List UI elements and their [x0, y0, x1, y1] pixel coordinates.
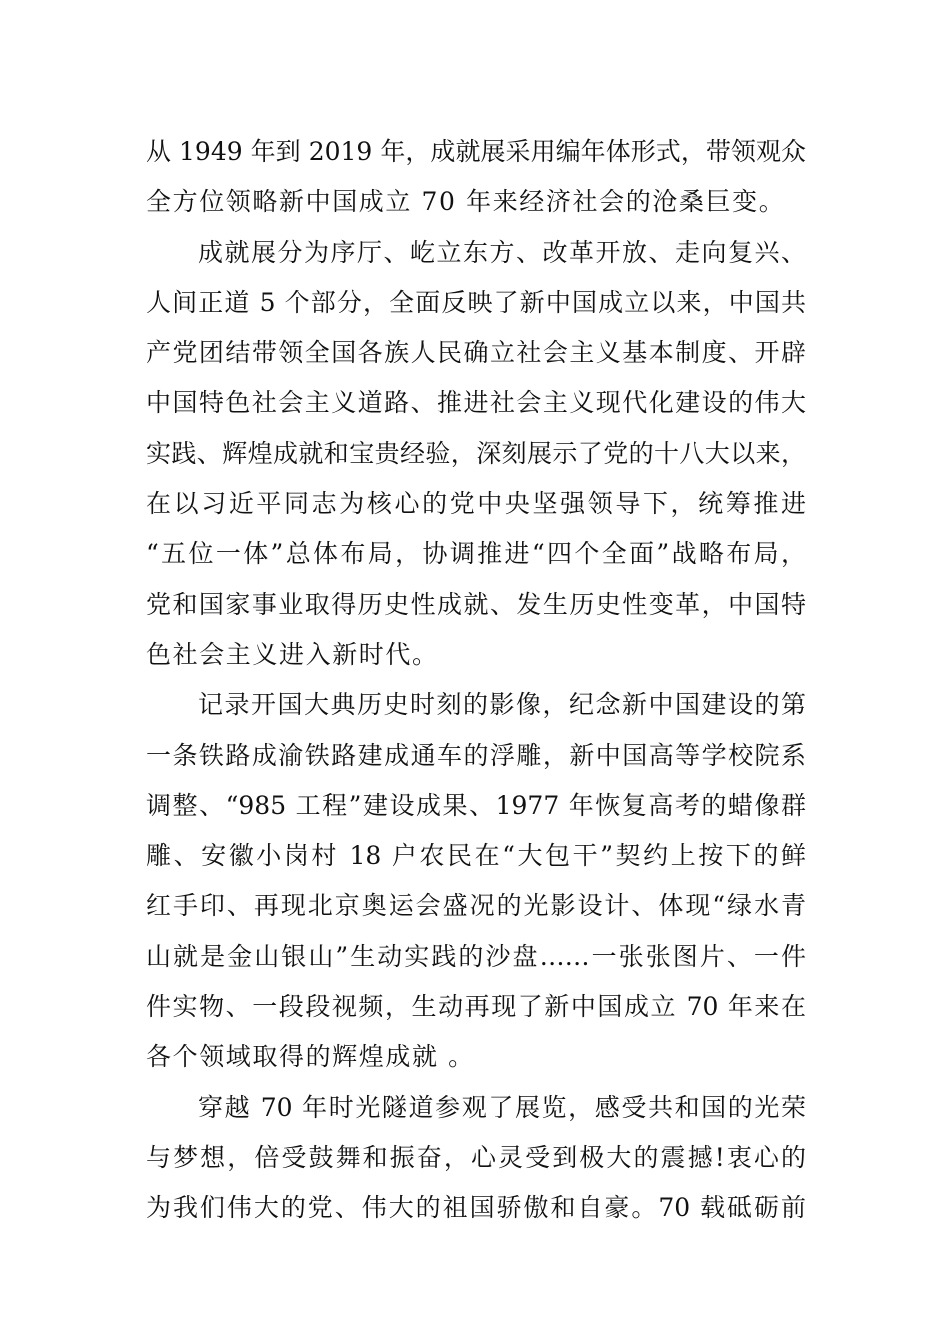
text-line: 记录开国大典历史时刻的影像，纪念新中国建设的第	[198, 690, 806, 720]
text-line: 雕、安徽小岗村 18 户农民在“大包干”契约上按下的鲜	[146, 841, 806, 871]
text-line: 各个领域取得的辉煌成就 。	[146, 1042, 475, 1072]
text-line: 穿越 70 年时光隧道参观了展览，感受共和国的光荣	[198, 1092, 806, 1122]
text-line: 在以习近平同志为核心的党中央坚强领导下，统筹推进	[146, 489, 806, 519]
text-line: 实践、辉煌成就和宝贵经验，深刻展示了党的十八大以来，	[146, 438, 806, 468]
text-line: 调整、“985 工程”建设成果、1977 年恢复高考的蜡像群	[146, 790, 806, 820]
text-line: 红手印、再现北京奥运会盛况的光影设计、体现“绿水青	[146, 891, 806, 921]
text-line: 山就是金山银山”生动实践的沙盘……一张张图片、一件	[146, 941, 806, 971]
text-line: “五位一体”总体布局，协调推进“四个全面”战略布局，	[146, 539, 806, 569]
text-line: 与梦想，倍受鼓舞和振奋，心灵受到极大的震撼!衷心的	[146, 1142, 806, 1172]
text-line: 从 1949 年到 2019 年，成就展采用编年体形式，带领观众	[146, 137, 806, 166]
text-line: 产党团结带领全国各族人民确立社会主义基本制度、开辟	[146, 338, 806, 368]
text-line: 人间正道 5 个部分，全面反映了新中国成立以来，中国共	[146, 287, 806, 317]
text-line: 为我们伟大的党、伟大的祖国骄傲和自豪。70 载砥砺前	[146, 1193, 806, 1223]
text-line: 一条铁路成渝铁路建成通车的浮雕，新中国高等学校院系	[146, 740, 806, 770]
document-body	[146, 127, 806, 1234]
text-line: 中国特色社会主义道路、推进社会主义现代化建设的伟大	[146, 388, 806, 418]
text-line: 全方位领略新中国成立 70 年来经济社会的沧桑巨变。	[146, 187, 786, 217]
text-line: 成就展分为序厅、屹立东方、改革开放、走向复兴、	[198, 237, 806, 267]
text-line: 色社会主义进入新时代。	[146, 639, 439, 669]
text-line: 件实物、一段段视频，生动再现了新中国成立 70 年来在	[146, 992, 806, 1022]
text-line: 党和国家事业取得历史性成就、发生历史性变革，中国特	[146, 589, 806, 619]
